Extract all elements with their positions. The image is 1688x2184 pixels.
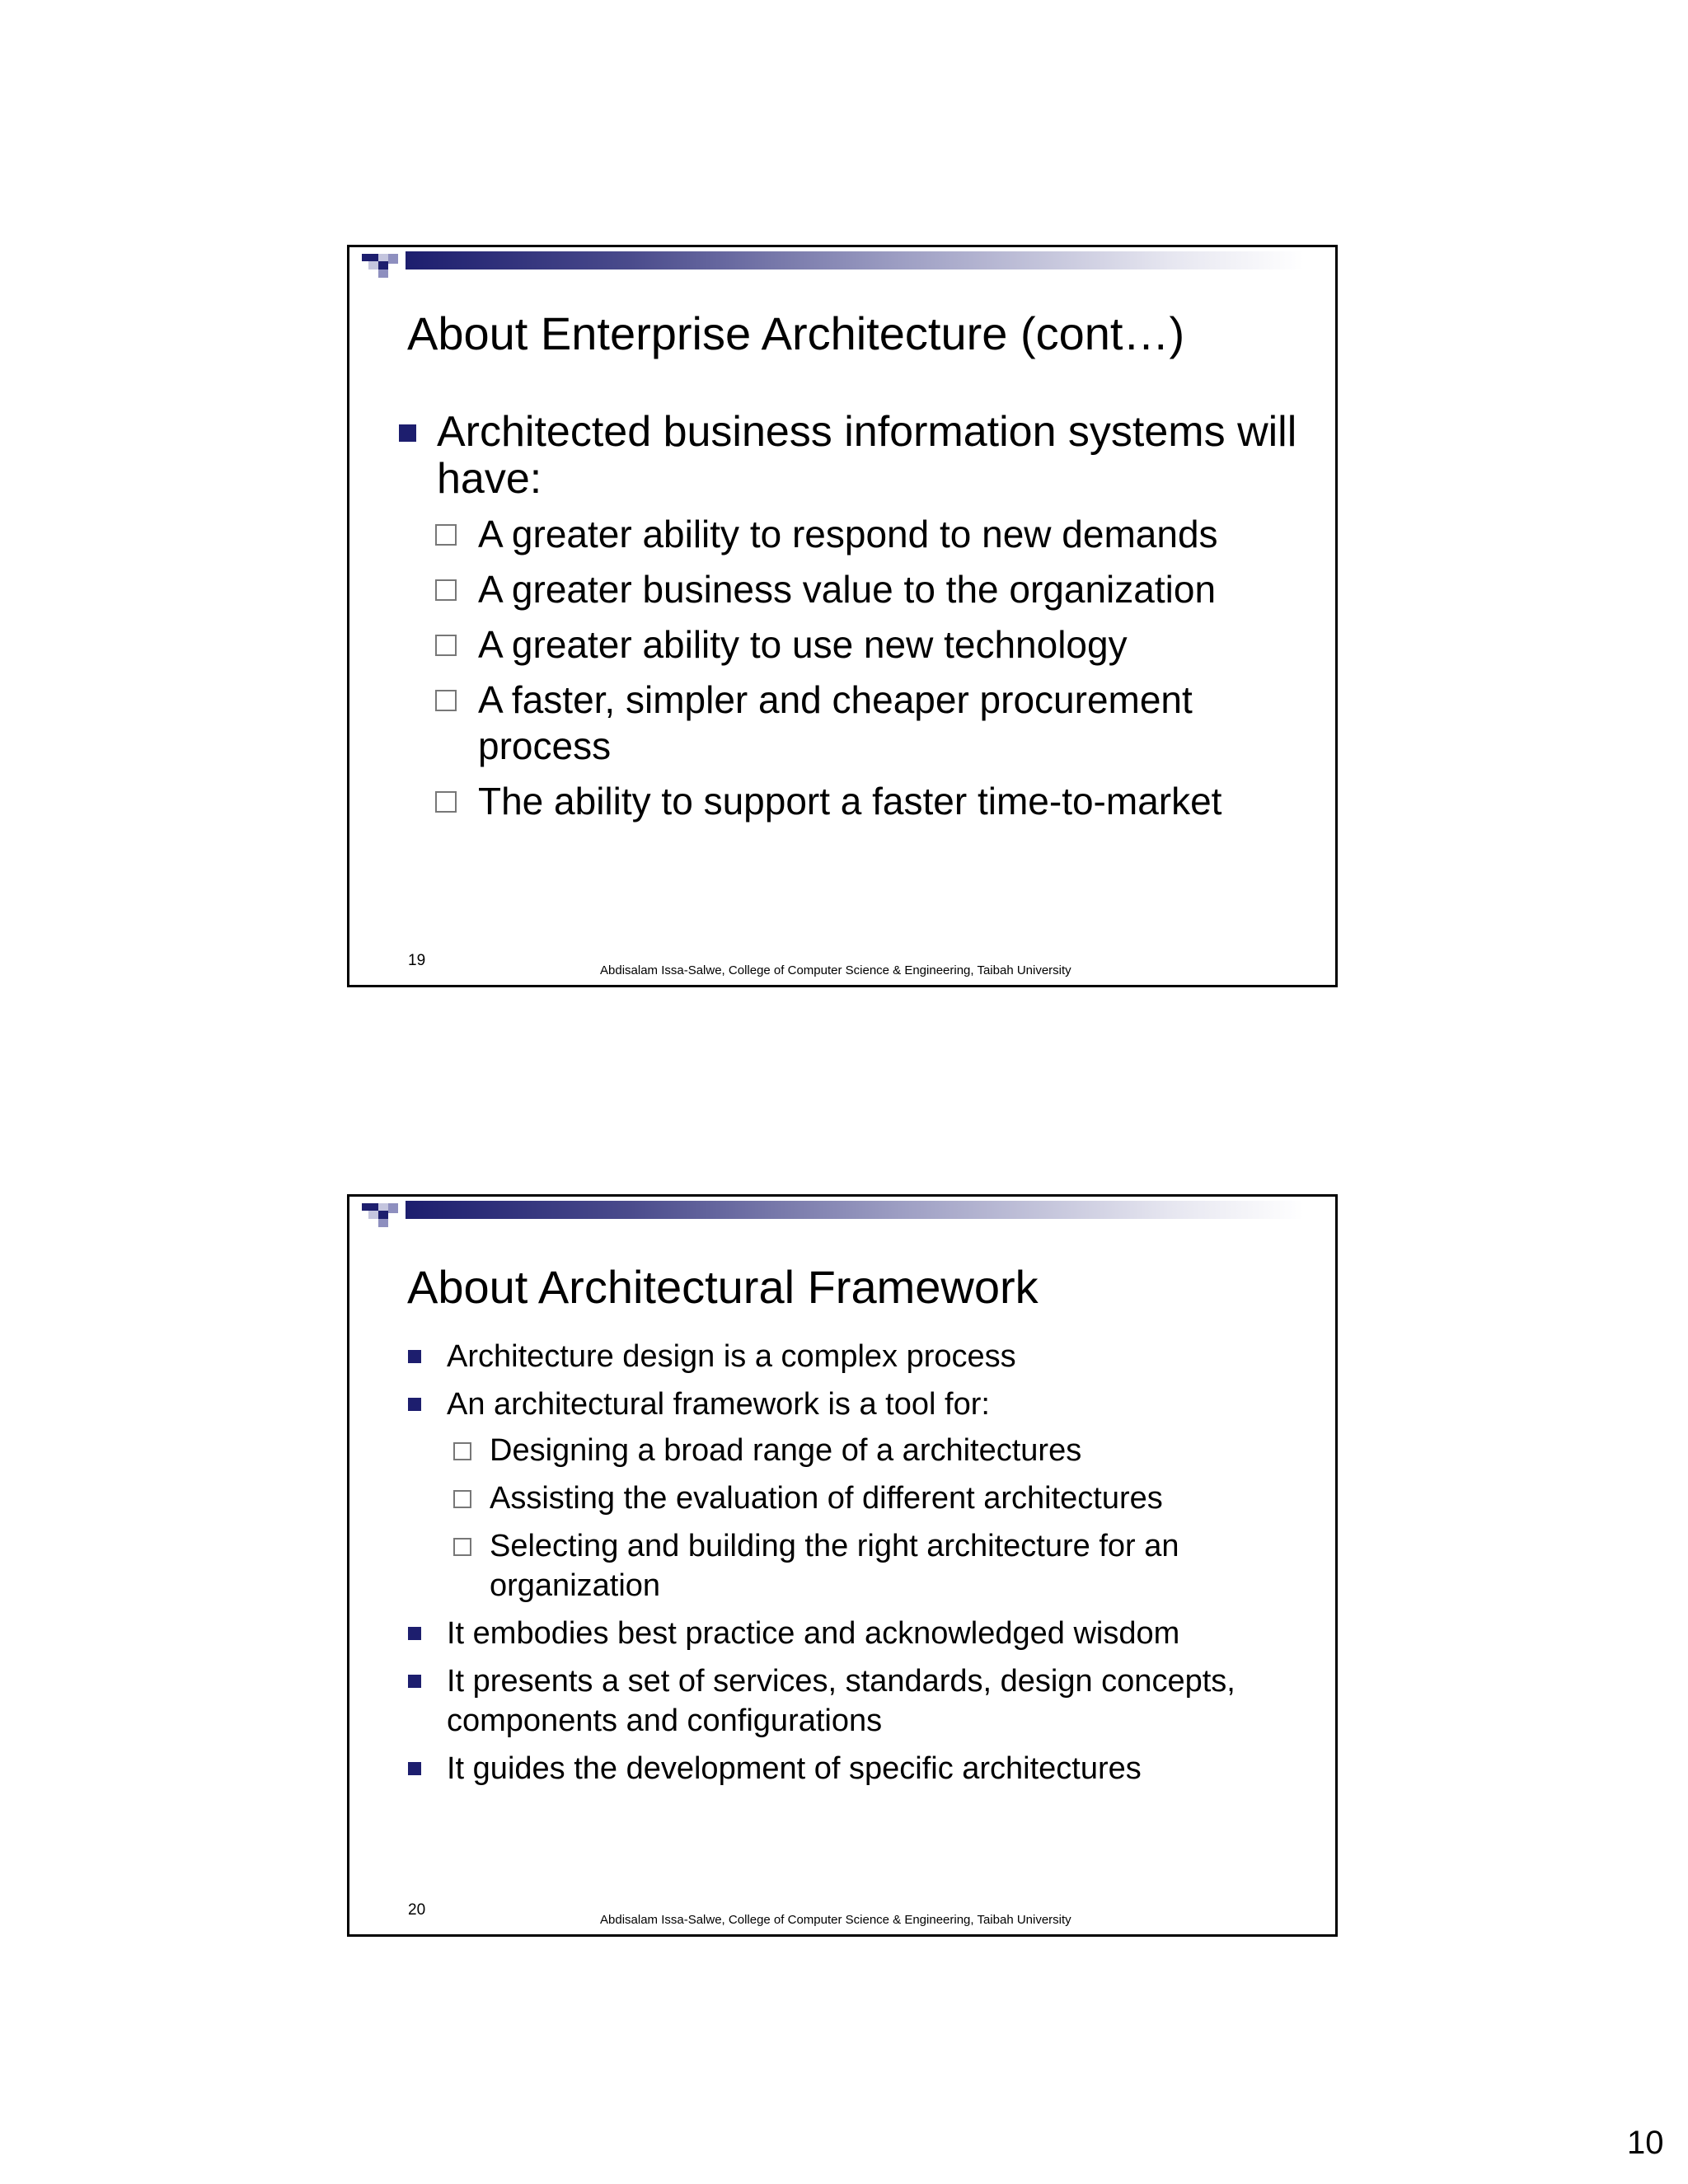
decor-square bbox=[362, 254, 378, 261]
bullet-item bbox=[406, 1337, 1320, 1376]
decor-square bbox=[378, 269, 388, 278]
decor-square bbox=[388, 1203, 398, 1213]
sub-bullet-list bbox=[437, 511, 1306, 824]
decor-square bbox=[378, 1211, 388, 1219]
sub-bullet-text: The ability to support a faster time-to-market bbox=[478, 780, 1222, 823]
sub-bullet-item bbox=[435, 677, 1306, 769]
bullet-list bbox=[406, 1337, 1320, 1797]
decor-square bbox=[378, 261, 388, 269]
bullet-item bbox=[406, 1749, 1320, 1788]
hollow-square-bullet-icon bbox=[435, 579, 457, 601]
sub-bullet-item bbox=[435, 621, 1306, 668]
decor-square bbox=[368, 1211, 378, 1219]
decor-square bbox=[378, 1203, 388, 1211]
decor-square bbox=[368, 261, 378, 269]
bullet-text: It guides the development of specific architectures bbox=[447, 1751, 1142, 1786]
bullet-item bbox=[406, 1661, 1320, 1741]
sub-bullet-text: A greater ability to respond to new demands bbox=[478, 513, 1218, 555]
sub-bullet-text: Assisting the evaluation of different architectures bbox=[490, 1481, 1163, 1516]
sub-bullet-list bbox=[447, 1431, 1320, 1605]
sub-bullet-item bbox=[447, 1526, 1320, 1605]
bullet-text: Architecture design is a complex process bbox=[447, 1339, 1016, 1374]
slide-20 bbox=[347, 1194, 1338, 1937]
bullet-item bbox=[406, 1385, 1320, 1605]
sub-bullet-item bbox=[447, 1431, 1320, 1470]
slide-number: 19 bbox=[408, 952, 426, 969]
document-page-number: 10 bbox=[1627, 2125, 1664, 2161]
bullet-text: Architected business information systems will have: bbox=[437, 408, 1297, 503]
slide-header-bar bbox=[406, 251, 1304, 269]
sub-bullet-text: Designing a broad range of a architectures bbox=[490, 1433, 1082, 1468]
sub-bullet-item bbox=[435, 511, 1306, 557]
hollow-square-bullet-icon bbox=[453, 1538, 471, 1556]
hollow-square-bullet-icon bbox=[453, 1490, 471, 1508]
bullet-item bbox=[406, 1614, 1320, 1653]
sub-bullet-item bbox=[447, 1479, 1320, 1518]
slide-title: About Enterprise Architecture (cont…) bbox=[407, 307, 1185, 359]
square-bullet-icon bbox=[408, 1762, 421, 1775]
sub-bullet-text: A faster, simpler and cheaper procurement process bbox=[478, 678, 1193, 767]
bullet-list bbox=[399, 409, 1306, 833]
slide-footer: Abdisalam Issa-Salwe, College of Computer Science & Engineering, Taibah University bbox=[600, 1913, 1071, 1927]
slide-header-bar bbox=[406, 1201, 1304, 1219]
sub-bullet-item bbox=[435, 566, 1306, 612]
hollow-square-bullet-icon bbox=[453, 1442, 471, 1460]
square-bullet-icon bbox=[408, 1350, 421, 1363]
slide-title: About Architectural Framework bbox=[407, 1261, 1039, 1313]
square-bullet-icon bbox=[408, 1675, 421, 1688]
sub-bullet-text: Selecting and building the right architecture for an organization bbox=[490, 1529, 1179, 1603]
slide-footer: Abdisalam Issa-Salwe, College of Computer Science & Engineering, Taibah University bbox=[600, 963, 1071, 977]
decor-square bbox=[362, 1203, 378, 1211]
decor-square bbox=[378, 1219, 388, 1227]
square-bullet-icon bbox=[408, 1627, 421, 1640]
sub-bullet-item bbox=[435, 778, 1306, 824]
bullet-item bbox=[399, 409, 1306, 824]
hollow-square-bullet-icon bbox=[435, 524, 457, 546]
slide-number: 20 bbox=[408, 1901, 426, 1919]
sub-bullet-text: A greater business value to the organization bbox=[478, 568, 1217, 611]
slide-19 bbox=[347, 245, 1338, 987]
bullet-text: It presents a set of services, standards, design concepts, components and configurations bbox=[447, 1664, 1236, 1738]
sub-bullet-text: A greater ability to use new technology bbox=[478, 623, 1128, 666]
hollow-square-bullet-icon bbox=[435, 690, 457, 711]
bullet-text: An architectural framework is a tool for: bbox=[447, 1387, 990, 1422]
bullet-text: It embodies best practice and acknowledged wisdom bbox=[447, 1616, 1180, 1651]
hollow-square-bullet-icon bbox=[435, 791, 457, 813]
hollow-square-bullet-icon bbox=[435, 635, 457, 656]
square-bullet-icon bbox=[399, 424, 416, 442]
decor-square bbox=[378, 254, 388, 261]
decor-square bbox=[388, 254, 398, 264]
square-bullet-icon bbox=[408, 1398, 421, 1411]
